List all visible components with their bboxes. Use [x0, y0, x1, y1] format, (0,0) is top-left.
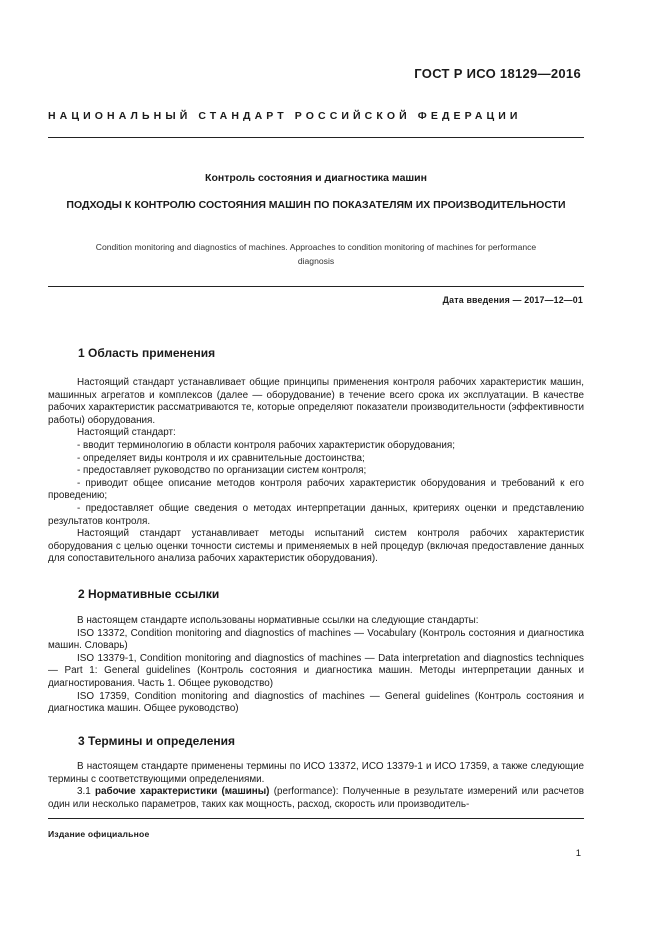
term-name: рабочие характеристики (машины)	[95, 786, 270, 798]
section-1-paragraph: Настоящий стандарт устанавливает методы испытаний систем контроля рабочих характеристик оборудования с целью оценки точности системы и применяемых в ней процедур (включая предоставление данных для сопоставительного анализа рабочих характеристик оборудования).	[48, 528, 584, 565]
section-2-body	[48, 615, 584, 716]
en-title-line2: diagnosis	[297, 256, 335, 266]
section-2-heading: 2 Нормативные ссылки	[78, 587, 220, 601]
normative-reference: ISO 13379-1, Condition monitoring and diagnostics of machines — Data interpretation and diagnostics techniques — Part 1: General guidelines (Контроль состояния и диагностика машин. Методы интерпретации данных и диагностирования. Часть 1. Общее руководство)	[48, 652, 584, 689]
ru-general-title: Контроль состояния и диагностика машин	[205, 172, 427, 184]
standard-number: ГОСТ Р ИСО 18129—2016	[414, 66, 581, 81]
edition-label: Издание официальное	[48, 829, 150, 839]
section-3-body	[48, 761, 584, 811]
top-rule	[48, 137, 584, 138]
section-1-paragraph: Настоящий стандарт устанавливает общие принципы применения контроля рабочих характеристик машин, машинных агрегатов и комплексов (далее — оборудование) в течение всего срока их эксплуатации. В качестве рабочих характеристик рассматриваются те, которые определяют показатели производительности (эффективности работы) оборудования.	[48, 377, 584, 426]
section-1-list-item: - вводит терминологию в области контроля рабочих характеристик оборудования;	[77, 439, 455, 451]
en-title-line1: Condition monitoring and diagnostics of machines. Approaches to condition monitoring of machines for performance	[95, 242, 537, 252]
term-definition-text: (performance): Полученные в результате измерений или расчетов один или несколько параметров, таких как мощность, расход, скорость или производитель-	[48, 786, 584, 810]
section-1-list-item: - определяет виды контроля и их сравнительные достоинства;	[77, 452, 365, 464]
normative-reference: ISO 13372, Condition monitoring and diagnostics of machines — Vocabulary (Контроль состояния и диагностика машин. Словарь)	[48, 627, 584, 652]
section-1-paragraph: Настоящий стандарт:	[77, 427, 176, 439]
title-rule	[48, 286, 584, 287]
national-standard-heading: НАЦИОНАЛЬНЫЙ СТАНДАРТ РОССИЙСКОЙ ФЕДЕРАЦИИ	[48, 110, 522, 122]
introduction-date: Дата введения — 2017—12—01	[442, 295, 583, 305]
term-definition	[48, 786, 584, 811]
section-3-paragraph: В настоящем стандарте применены термины по ИСО 13372, ИСО 13379-1 и ИСО 17359, а также следующие термины с соответствующими определениями.	[48, 761, 584, 785]
section-1-list-item: - предоставляет общие сведения о методах интерпретации данных, критериях оценки и представлению результатов контроля.	[48, 502, 584, 527]
term-number: 3.1	[77, 786, 91, 798]
section-3-heading: 3 Термины и определения	[78, 734, 236, 748]
section-2-paragraph: В настоящем стандарте использованы нормативные ссылки на следующие стандарты:	[77, 615, 479, 626]
footer-rule	[48, 818, 584, 819]
en-title	[58, 240, 574, 268]
section-1-heading: 1 Область применения	[78, 346, 216, 360]
page-number: 1	[575, 848, 581, 859]
normative-reference: ISO 17359, Condition monitoring and diagnostics of machines — General guidelines (Контроль состояния и диагностика машин. Общее руководство)	[48, 690, 584, 715]
ru-main-title: ПОДХОДЫ К КОНТРОЛЮ СОСТОЯНИЯ МАШИН ПО ПОКАЗАТЕЛЯМ ИХ ПРОИЗВОДИТЕЛЬНОСТИ	[66, 199, 566, 211]
section-1-list-item: - предоставляет руководство по организации систем контроля;	[77, 465, 367, 477]
section-1-list-item: - приводит общее описание методов контроля рабочих характеристик оборудования и требований к его проведению;	[48, 477, 584, 502]
section-1-body	[48, 377, 584, 566]
